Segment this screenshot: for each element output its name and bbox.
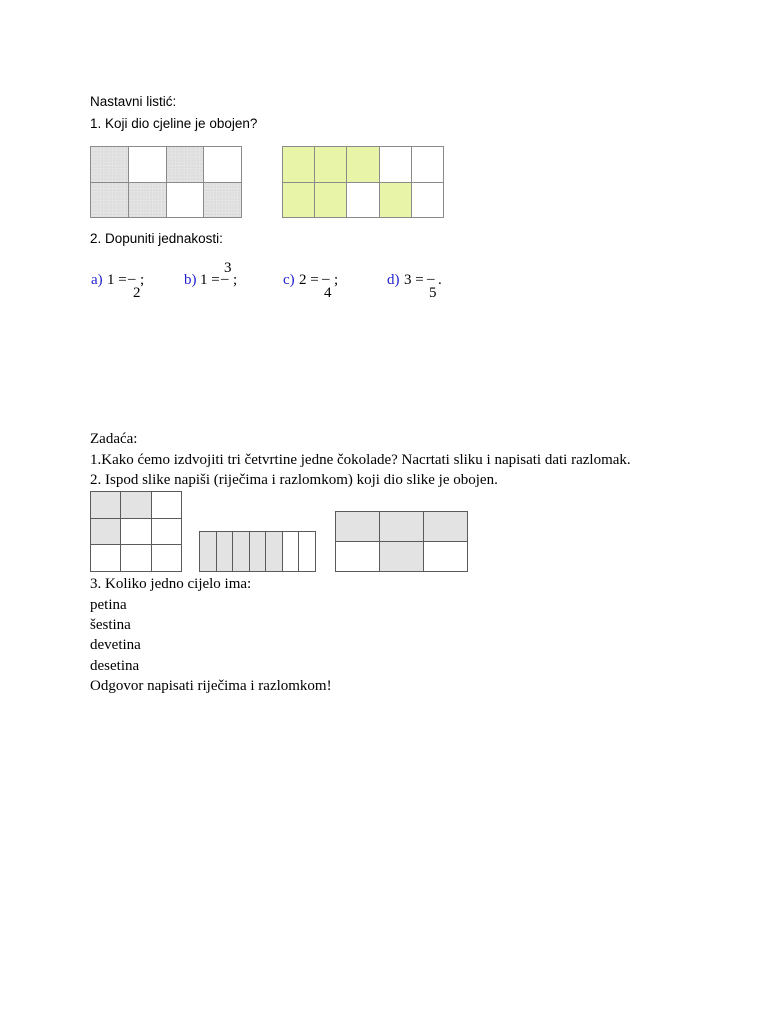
grid-cell — [128, 147, 166, 183]
grid-cell-shaded — [216, 532, 233, 572]
equality-label: a) — [91, 272, 103, 288]
answer-note: Odgovor napisati riječima i razlomkom! — [90, 678, 332, 694]
grid-cell-shaded — [91, 182, 129, 218]
grid-cell — [121, 518, 151, 545]
homework-task-1: 1.Kako ćemo izdvojiti tri četvrtine jedne čokolade? Nacrtati sliku i napisati dati razlomak. — [90, 452, 631, 468]
fraction-bar: – — [128, 271, 136, 287]
equality-end: ; — [233, 272, 238, 288]
equality-left: 1 = — [200, 272, 220, 288]
grid-cell — [379, 147, 411, 183]
grid-cell — [91, 545, 121, 572]
equality-end: ; — [334, 272, 339, 288]
equality-b — [184, 262, 264, 306]
grid-cell-shaded — [380, 512, 424, 542]
grid-cell — [151, 518, 181, 545]
fraction-denominator: 2 — [133, 285, 141, 301]
equality-left: 2 = — [299, 272, 319, 288]
figure-gray-grid — [90, 146, 242, 218]
equality-end: ; — [140, 272, 145, 288]
grid-cell-shaded — [91, 147, 129, 183]
grid-cell-shaded — [380, 542, 424, 572]
grid-cell — [336, 542, 380, 572]
grid-cell-shaded — [204, 182, 242, 218]
grid-cell — [151, 492, 181, 519]
grid-cell — [151, 545, 181, 572]
grid-cell — [121, 545, 151, 572]
grid-cell-shaded — [424, 512, 468, 542]
equality-label: d) — [387, 272, 400, 288]
grid-cell-shaded — [379, 182, 411, 218]
equality-a — [91, 262, 171, 306]
fraction-bar: – — [322, 271, 330, 287]
fraction-denominator: 5 — [429, 285, 437, 301]
equality-end: . — [438, 272, 442, 288]
grid-cell — [282, 532, 299, 572]
grid-cell-shaded — [347, 147, 379, 183]
figure-green-grid — [282, 146, 444, 218]
homework-figure-strip — [199, 531, 316, 572]
list-item: devetina — [90, 637, 141, 653]
question-2: 2. Dopuniti jednakosti: — [90, 231, 223, 246]
grid-cell — [347, 182, 379, 218]
equality-left: 3 = — [404, 272, 424, 288]
fraction-numerator: 3 — [224, 260, 232, 276]
grid-cell-shaded — [283, 147, 315, 183]
question-1: 1. Koji dio cjeline je obojen? — [90, 116, 258, 131]
homework-figure-3x3 — [90, 491, 182, 572]
grid-cell-shaded — [121, 492, 151, 519]
grid-cell — [204, 147, 242, 183]
grid-cell — [411, 182, 443, 218]
grid-cell-shaded — [336, 512, 380, 542]
equality-c — [283, 262, 363, 306]
grid-cell-shaded — [315, 147, 347, 183]
homework-task-2: 2. Ispod slike napiši (riječima i razlomkom) koji dio slike je obojen. — [90, 472, 498, 488]
equality-label: c) — [283, 272, 295, 288]
grid-cell-shaded — [283, 182, 315, 218]
grid-cell-shaded — [91, 492, 121, 519]
list-item: petina — [90, 597, 127, 613]
fraction-denominator: 4 — [324, 285, 332, 301]
grid-cell-shaded — [315, 182, 347, 218]
grid-cell-shaded — [128, 182, 166, 218]
grid-cell — [166, 182, 204, 218]
equality-d — [387, 262, 467, 306]
fraction-bar: – — [427, 271, 435, 287]
list-item: šestina — [90, 617, 131, 633]
homework-task-3: 3. Koliko jedno cijelo ima: — [90, 576, 252, 592]
homework-title: Zadaća: — [90, 431, 138, 447]
equality-left: 1 = — [107, 272, 127, 288]
grid-cell-shaded — [233, 532, 250, 572]
grid-cell-shaded — [266, 532, 283, 572]
worksheet-title: Nastavni listić: — [90, 94, 177, 109]
grid-cell — [299, 532, 316, 572]
grid-cell — [411, 147, 443, 183]
grid-cell-shaded — [166, 147, 204, 183]
grid-cell-shaded — [249, 532, 266, 572]
grid-cell-shaded — [200, 532, 217, 572]
homework-figure-2x3 — [335, 511, 468, 572]
grid-cell-shaded — [91, 518, 121, 545]
list-item: desetina — [90, 658, 140, 674]
grid-cell — [424, 542, 468, 572]
fraction-bar: – — [221, 271, 229, 287]
equality-label: b) — [184, 272, 197, 288]
